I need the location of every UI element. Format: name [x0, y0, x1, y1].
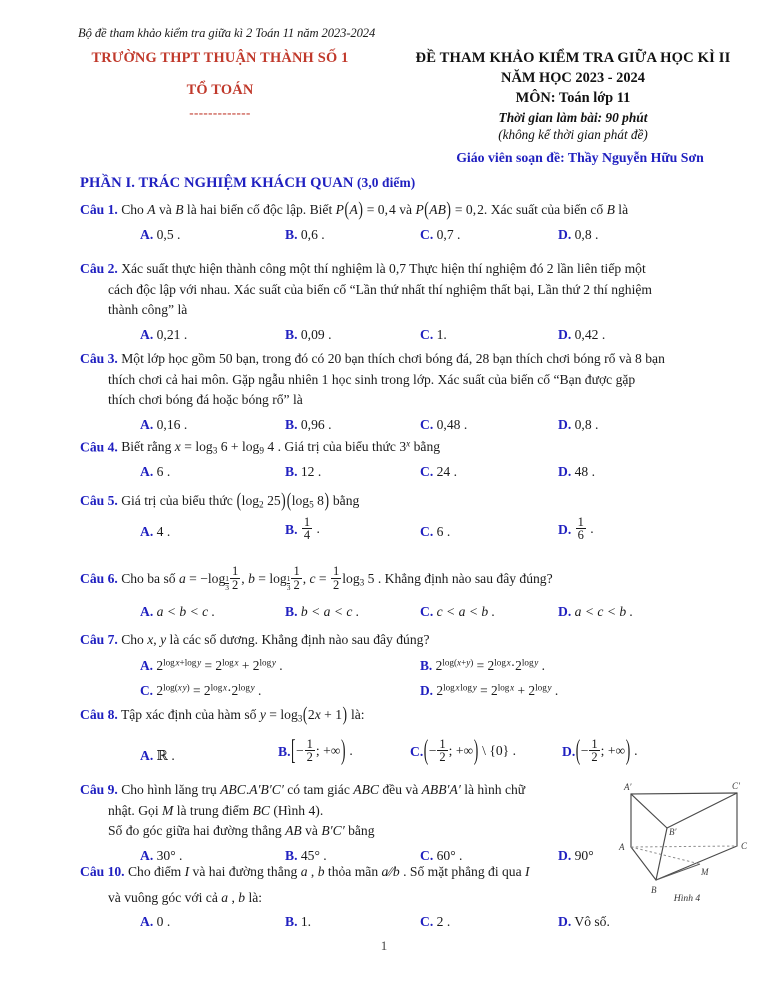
question-9-stem-c: Số đo góc giữa hai đường thẳng AB và B′C′ bằng	[108, 823, 375, 839]
question-7-options	[80, 656, 752, 702]
question-1-text	[80, 200, 752, 221]
question-10-option-a[interactable]: A. 0 .	[140, 914, 171, 930]
question-2-stem-c: thành công” là	[108, 302, 188, 318]
question-3-option-b[interactable]: B. 0,96 .	[285, 416, 332, 432]
question-5-options	[80, 516, 752, 554]
question-3-label: Câu 3.	[80, 351, 118, 366]
question-1-stem: Cho A và B là hai biến cố độc lập. Biết P(A) = 0,4 và P(AB) = 0,2. Xác suất của biến cố B là	[121, 198, 629, 221]
question-4	[80, 437, 752, 482]
divider-dashes: -------------	[189, 105, 251, 120]
question-10	[80, 862, 615, 932]
page-number: 1	[380, 938, 388, 953]
question-2-options	[80, 325, 752, 345]
exam-duration-note: (không kể thời gian phát đề)	[498, 127, 648, 142]
question-8	[80, 705, 752, 776]
question-2-stem-a: Xác suất thực hiện thành công một thí nghiệm là 0,7 Thực hiện thí nghiệm đó 2 lần liên tiếp một	[121, 261, 646, 276]
running-head: Bộ đề tham khảo kiểm tra giữa kì 2 Toán 11 năm 2023-2024	[78, 26, 376, 40]
question-9-stem-b: nhật. Gọi M là trung điểm BC (Hình 4).	[108, 802, 324, 818]
question-9-option-a[interactable]: A. 30° .	[140, 847, 183, 863]
question-5-label: Câu 5.	[80, 493, 118, 508]
exam-title: ĐỀ THAM KHẢO KIỂM TRA GIỮA HỌC KÌ II	[415, 50, 731, 66]
question-7-option-c[interactable]: C. $2^{log(x y)} = 2^{log x}\cdot 2^{log y}$ .	[140, 682, 262, 698]
question-6-label: Câu 6.	[80, 570, 118, 586]
question-3-line-1	[80, 349, 752, 370]
question-3-option-c[interactable]: C. 0,48 .	[420, 416, 468, 432]
question-3-stem-c: thích chơi bóng đá hoặc bóng rổ” là	[108, 392, 303, 408]
question-4-option-b[interactable]: B. 12 .	[285, 464, 322, 480]
question-10-options	[80, 912, 615, 932]
question-6-options	[80, 602, 752, 622]
question-7-option-a[interactable]: A. $2^{log x+log y} = 2^{log x} + 2^{log y}$ .	[140, 657, 283, 673]
department-name: TỔ TOÁN	[186, 82, 254, 98]
question-1-option-a[interactable]: A. 0,5 .	[140, 226, 181, 242]
exam-subject: MÔN: Toán lớp 11	[515, 90, 631, 106]
question-1-options	[80, 225, 752, 245]
question-6-option-c[interactable]: C. c < a < b .	[420, 603, 495, 619]
school-name: TRƯỜNG THPT THUẬN THÀNH SỐ 1	[91, 50, 349, 66]
question-3-option-a[interactable]: A. 0,16 .	[140, 416, 188, 432]
question-8-option-b[interactable]: B.[− $\frac{1}{2}$ ; +∞) .	[278, 734, 353, 766]
question-10-line-1	[80, 862, 615, 883]
question-8-options	[80, 734, 752, 776]
figure-label-a-prime: A′	[624, 782, 632, 792]
question-7-option-b[interactable]: B. $2^{log(x+y)} = 2^{log x}\cdot 2^{log y}$ .	[420, 657, 546, 673]
question-2-option-d[interactable]: D. 0,42 .	[558, 326, 606, 342]
question-6	[80, 565, 752, 622]
question-8-option-a[interactable]: A. ℝ .	[140, 747, 175, 763]
question-9	[80, 780, 615, 866]
question-7-option-d[interactable]: D. $2^{log x log y} = 2^{log x} + 2^{log y}$ .	[420, 682, 559, 698]
question-9-option-d[interactable]: D. 90°	[558, 847, 594, 863]
question-8-stem: Tập xác định của hàm số $y = \log_3(2x + 1)$ là:	[120, 703, 365, 726]
question-9-option-c[interactable]: C. 60° .	[420, 847, 463, 863]
question-9-label: Câu 9.	[80, 782, 118, 797]
question-6-option-d[interactable]: D. a < c < b .	[558, 603, 633, 619]
question-5-stem: Giá trị của biểu thức ($\log_2$ $25)(\log_5$ 8) bằng	[121, 489, 360, 512]
question-2-label: Câu 2.	[80, 261, 118, 276]
question-4-stem: Biết rằng $x = \log_3 6 + \log_9 4$ . Giá trị của biểu thức 3$^x$ bằng	[121, 439, 441, 457]
exam-author: Giáo viên soạn đề: Thầy Nguyễn Hữu Sơn	[456, 150, 704, 165]
question-10-stem-b: và vuông góc với cả a , b là:	[108, 889, 263, 905]
letterhead-right	[380, 50, 766, 143]
question-3-stem-b: thích chơi cả hai môn. Gặp ngẫu nhiên 1 học sinh trong lớp. Xác suất của biến cố “Bạn được gặp	[108, 371, 636, 387]
question-8-option-c[interactable]: C.(− $\frac{1}{2}$ ; +∞) \ {0} .	[410, 734, 516, 766]
question-6-option-a[interactable]: A. a < b < c .	[140, 603, 215, 619]
question-3-option-d[interactable]: D. 0,8 .	[558, 416, 599, 432]
question-1-label: Câu 1.	[80, 202, 118, 217]
question-6-stem: Cho ba số a = −log $\frac{1}{3}$ $\frac{1}{2}$ , b = log $\frac{1}{3}$ $\frac{1}{2}$ , c = $\frac{1}{2}$ $\log_3 5$ . Khẳng định nào sau đây đúng?	[121, 564, 553, 592]
figure-label-a: A	[619, 842, 625, 852]
question-8-label: Câu 8.	[80, 707, 118, 722]
question-2-option-a[interactable]: A. 0,21 .	[140, 326, 188, 342]
question-3-options	[80, 415, 752, 435]
question-6-option-b[interactable]: B. b < a < c .	[285, 603, 360, 619]
question-7	[80, 630, 752, 702]
question-10-option-c[interactable]: C. 2 .	[420, 914, 451, 930]
question-8-line-1	[80, 705, 752, 726]
question-4-option-d[interactable]: D. 48 .	[558, 464, 596, 480]
exam-duration: Thời gian làm bài: 90 phút	[498, 110, 648, 125]
question-7-stem: Cho x, y là các số dương. Khẳng định nào sau đây đúng?	[121, 632, 430, 647]
school-year: NĂM HỌC 2023 - 2024	[501, 70, 645, 86]
letterhead-left	[60, 50, 380, 121]
question-10-label: Câu 10.	[80, 864, 125, 879]
question-3-stem-a: Một lớp học gồm 50 bạn, trong đó có 20 bạn thích chơi bóng đá, 28 bạn thích chơi bóng rổ và 8 bạn	[121, 351, 665, 366]
question-10-stem-a: Cho điểm I và hai đường thẳng a , b thỏa mãn a∕∕b . Số mặt phẳng đi qua I	[127, 864, 530, 879]
question-2	[80, 259, 752, 345]
question-10-option-b[interactable]: B. 1.	[285, 914, 312, 930]
question-5-line-1	[80, 491, 752, 512]
question-6-line-1	[80, 565, 752, 592]
question-10-option-d[interactable]: D. Vô số.	[558, 914, 610, 930]
figure-label-m: M	[701, 867, 709, 877]
question-9-line-1	[80, 780, 615, 801]
part-heading	[80, 175, 415, 192]
figure-label-c: C	[741, 841, 748, 851]
question-1-option-d[interactable]: D. 0,8 .	[558, 226, 599, 242]
question-1-option-b[interactable]: B. 0,6 .	[285, 226, 325, 242]
figure-caption: Hình 4	[673, 893, 701, 904]
letterhead	[60, 50, 758, 168]
question-8-option-d[interactable]: D.(− $\frac{1}{2}$ ; +∞) .	[562, 734, 638, 766]
question-2-option-c[interactable]: C. 1.	[420, 326, 447, 342]
question-2-stem-b: cách độc lập với nhau. Xác suất của biến cố “Lần thứ nhất thí nghiệm thất bại, Lần thứ 2 thí nghiệm	[108, 281, 652, 297]
question-9-option-b[interactable]: B. 45° .	[285, 847, 327, 863]
part-heading-points: (3,0 điểm)	[357, 175, 416, 190]
figure-label-b-prime: B′	[669, 827, 677, 837]
question-4-label: Câu 4.	[80, 439, 118, 455]
question-5-option-a[interactable]: A. 4 .	[140, 523, 171, 539]
part-heading-text: PHẦN I. TRÁC NGHIỆM KHÁCH QUAN	[80, 175, 354, 191]
figure-label-c-prime: C′	[732, 781, 740, 791]
question-1	[80, 200, 752, 245]
question-4-option-c[interactable]: C. 24 .	[420, 464, 458, 480]
prism-figure	[612, 780, 762, 902]
question-5-option-c[interactable]: C. 6 .	[420, 523, 451, 539]
question-3	[80, 349, 752, 435]
question-1-option-c[interactable]: C. 0,7 .	[420, 226, 461, 242]
question-7-line-1	[80, 630, 752, 651]
question-2-line-1	[80, 259, 752, 280]
question-5	[80, 491, 752, 554]
question-4-option-a[interactable]: A. 6 .	[140, 464, 171, 480]
question-4-line-1	[80, 437, 752, 458]
question-4-options	[80, 462, 752, 482]
question-9-stem-a: Cho hình lăng trụ ABC.A′B′C′ có tam giác ABC đều và ABB′A′ là hình chữ	[121, 782, 526, 797]
question-5-option-d[interactable]: D. $\frac{1}{6}$ .	[558, 514, 594, 543]
question-2-option-b[interactable]: B. 0,09 .	[285, 326, 332, 342]
question-5-option-b[interactable]: B. $\frac{1}{4}$ .	[285, 514, 320, 543]
question-7-label: Câu 7.	[80, 632, 118, 647]
figure-label-b: B	[651, 885, 657, 895]
